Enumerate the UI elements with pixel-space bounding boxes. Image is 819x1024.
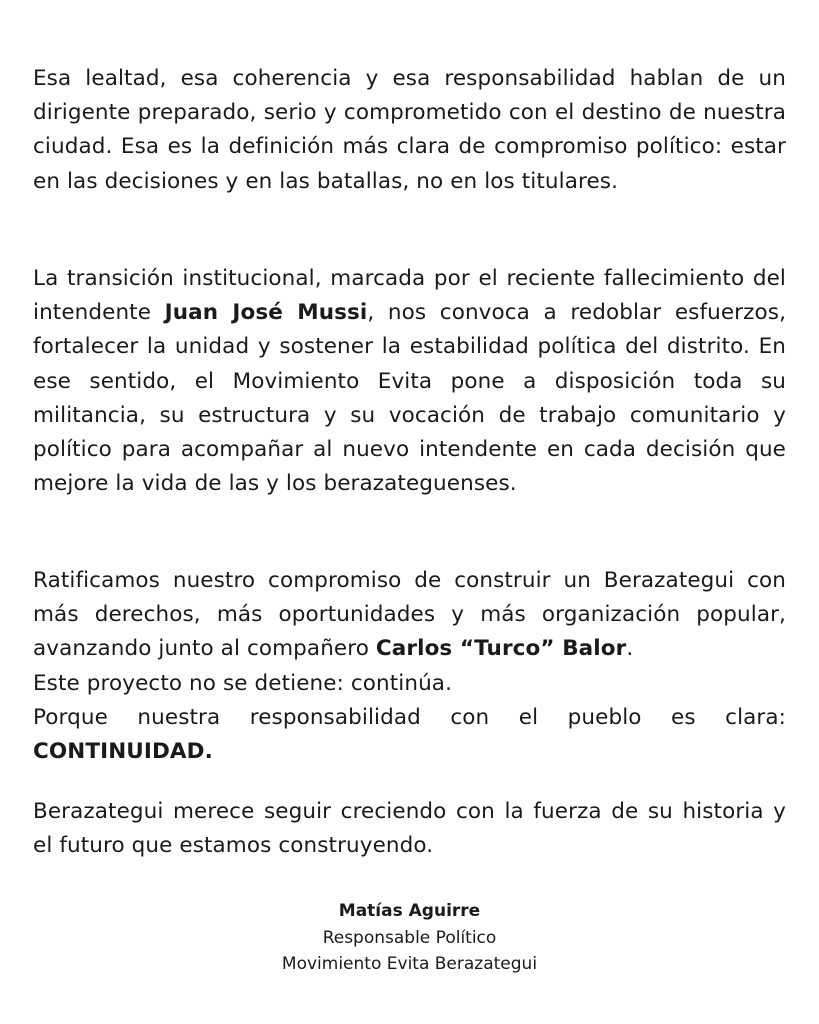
ratification-main-sentence <box>33 564 786 667</box>
signature-role: Responsable Político <box>322 927 497 948</box>
ratification-bold-name: Carlos “Turco” Balor <box>375 636 627 662</box>
ratification-line-continues: Este proyecto no se detiene: continúa. <box>33 670 453 696</box>
ratification-text-before: Ratificamos nuestro compromiso de construir un Berazategui con más derechos, más oportunidades y más organización popular, avanzando junto al compañero <box>33 568 786 662</box>
ratification-line-continuity: CONTINUIDAD. <box>33 739 213 765</box>
paragraph-transition-text-before: La transición institucional, marcada por el reciente fallecimiento del intendente <box>33 266 786 326</box>
paragraph-transition <box>33 262 786 501</box>
paragraph-transition-bold-name: Juan José Mussi <box>164 300 368 326</box>
paragraph-loyalty: Esa lealtad, esa coherencia y esa responsabilidad hablan de un dirigente preparado, serio y comprometido con el destino de nuestra ciudad. Esa es la definición más clara de compromiso político: estar en las decisiones y en las batallas, no en los titulares. <box>33 66 786 194</box>
ratification-text-after: . <box>626 636 634 662</box>
paragraph-ratification <box>33 564 786 769</box>
ratification-line-responsibility: Porque nuestra responsabilidad con el pueblo es clara: <box>33 704 786 730</box>
paragraph-transition-text-after: , nos convoca a redoblar esfuerzos, fortalecer la unidad y sostener la estabilidad política del distrito. En ese sentido, el Movimiento Evita pone a disposición toda su militancia, su estructura y su vocación de trabajo comunitario y político para acompañar al nuevo intendente en cada decisión que mejore la vida de las y los berazateguenses. <box>33 300 787 497</box>
signature-name: Matías Aguirre <box>338 901 481 921</box>
signature-organization: Movimiento Evita Berazategui <box>281 954 538 974</box>
paragraph-closing: Berazategui merece seguir creciendo con la fuerza de su historia y el futuro que estamos construyendo. <box>33 799 786 859</box>
signature-block <box>0 898 819 978</box>
